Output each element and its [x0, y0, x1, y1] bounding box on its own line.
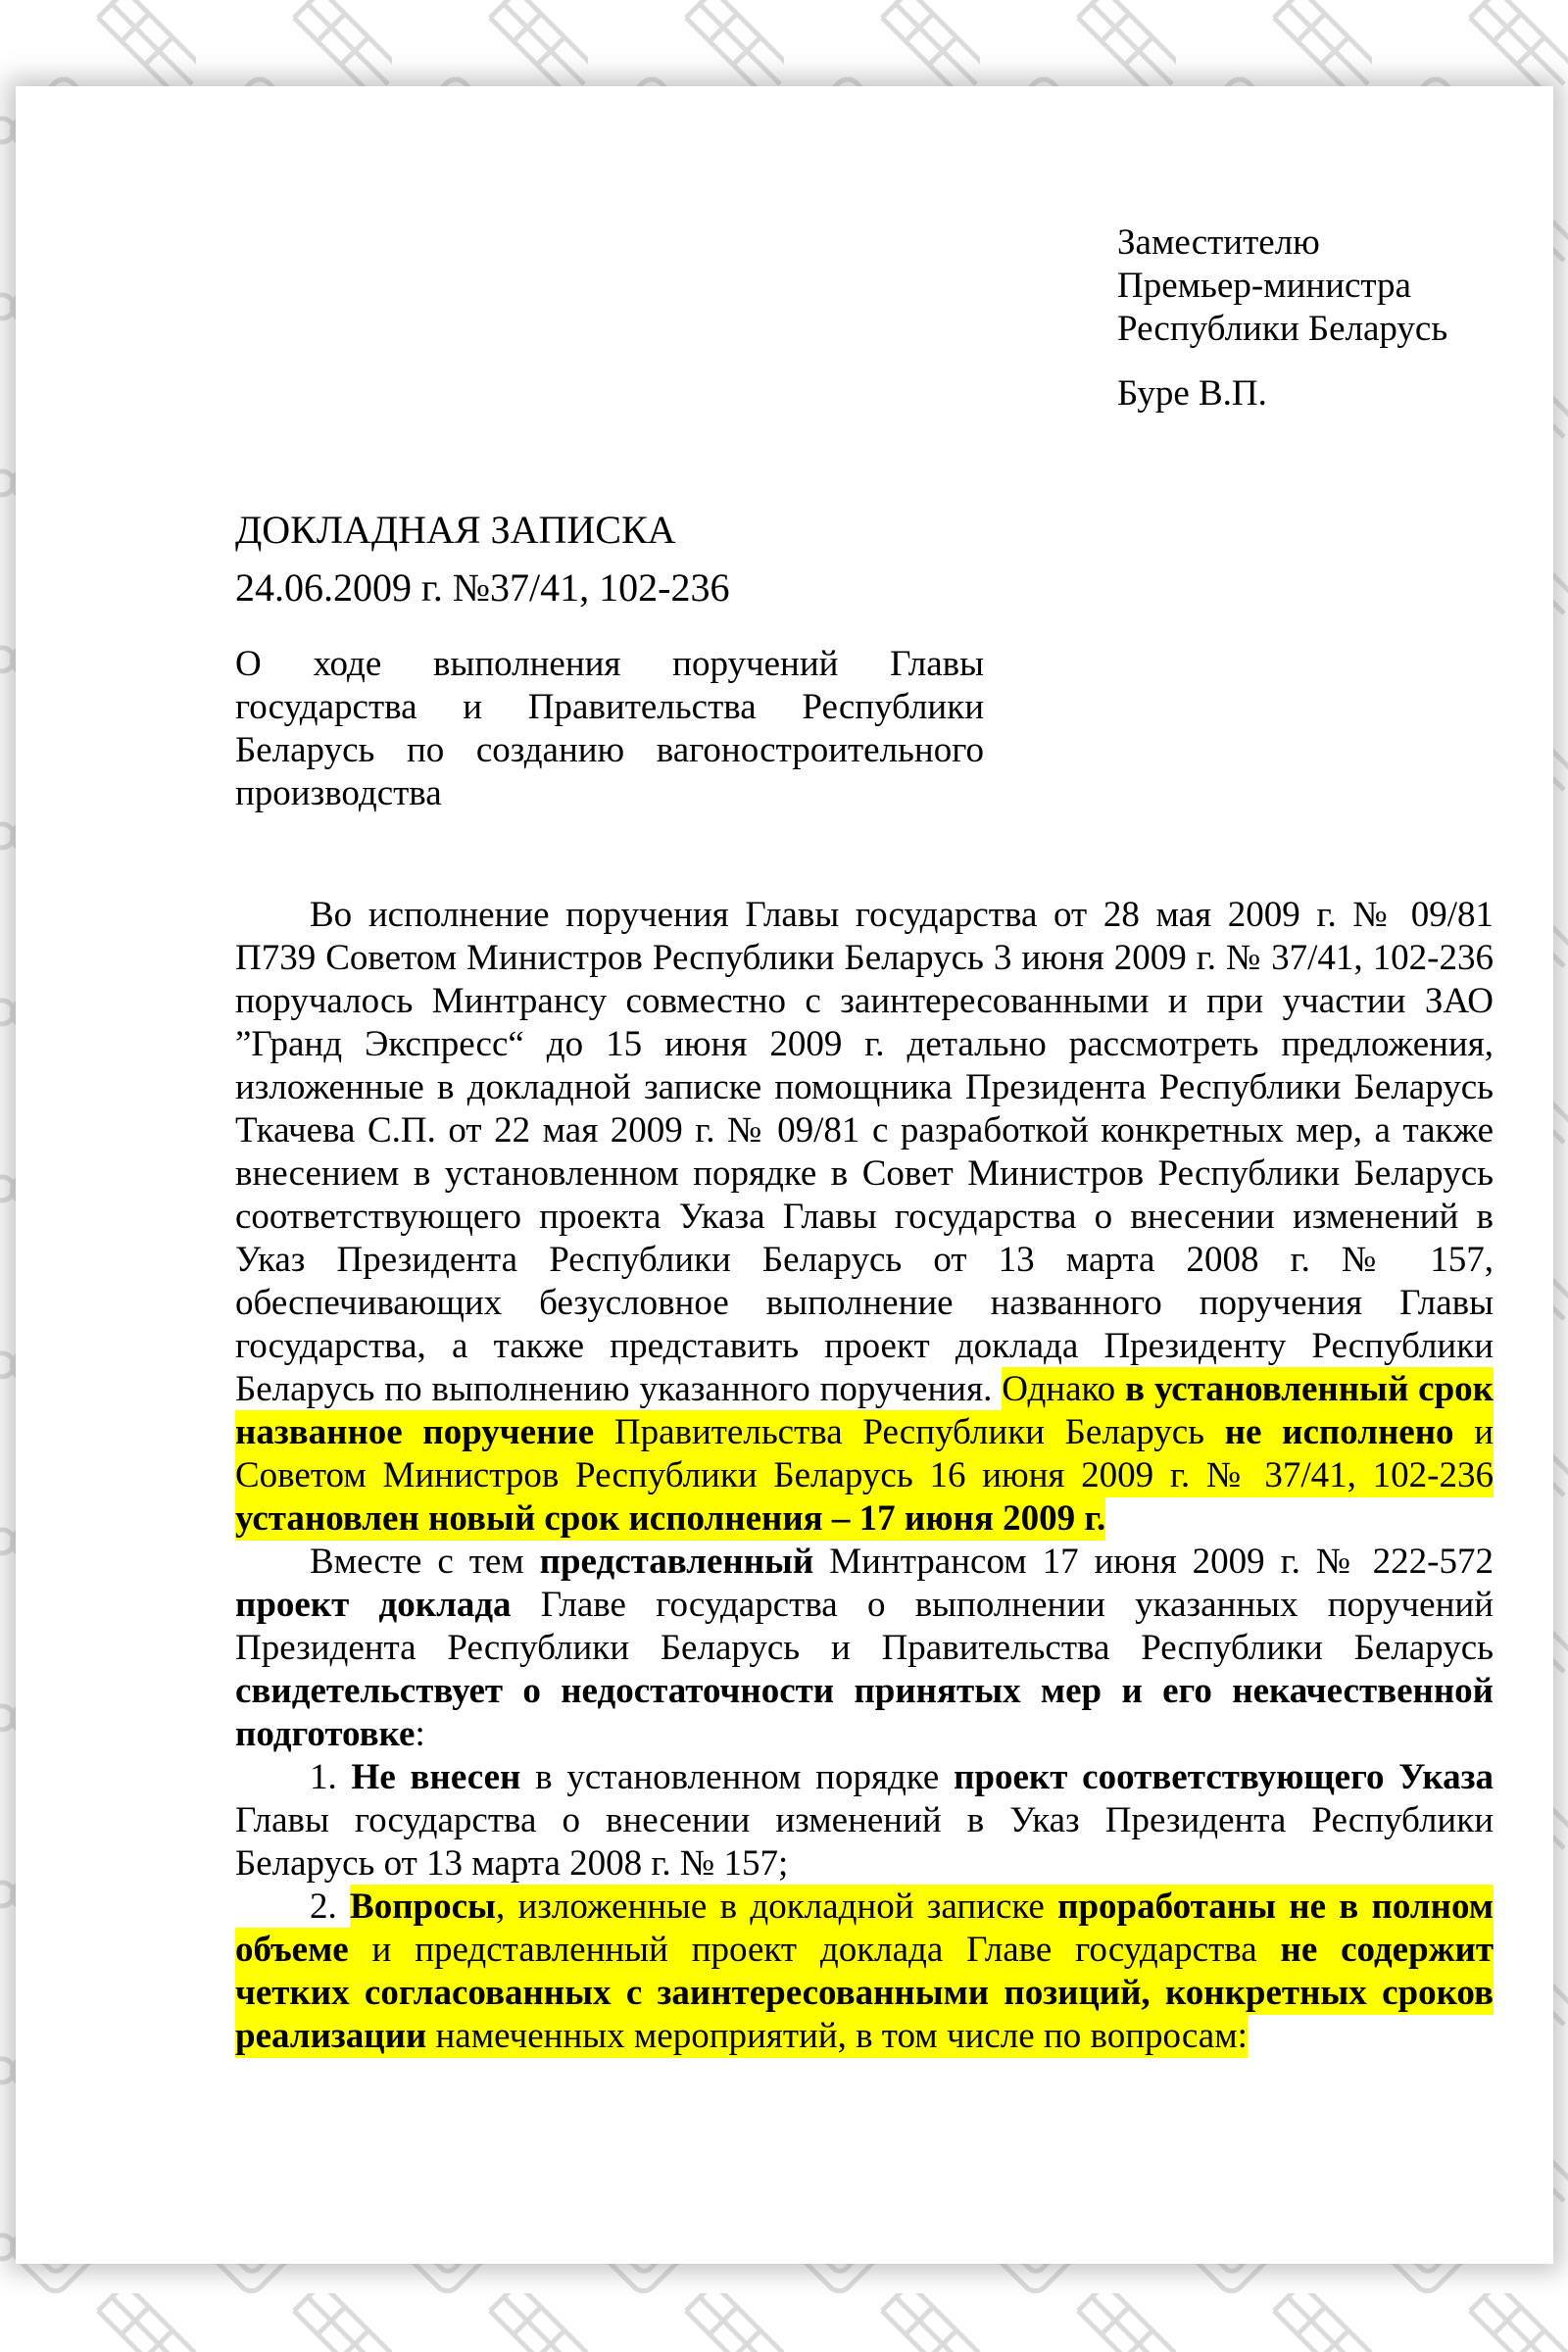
- highlighted-text-run: и представленный проект доклада Главе государства: [371, 1930, 1281, 1970]
- document-body: [235, 894, 1494, 2058]
- text-run: представленный: [539, 1542, 830, 1582]
- paragraph-intro: [235, 894, 1494, 1541]
- document-subject: О ходе выполнения поручений Главы государства и Правительства Республики Беларусь по созданию вагоностроительного производства: [235, 644, 984, 813]
- highlighted-text-run: Однако: [1002, 1369, 1126, 1409]
- highlighted-text-run: Правительства Республики Беларусь: [613, 1412, 1225, 1452]
- highlighted-text-run: и Советом Министров Республики Беларусь 16 июня 2009 г. № 37/41, 102-236: [235, 1412, 1494, 1495]
- list-item-1: [235, 1756, 1494, 1886]
- text-run: свидетельствует о недостаточности принятых мер и его некачественной подготовке: [235, 1671, 1494, 1754]
- highlighted-text-run: намеченных мероприятий, в том числе по вопросам:: [435, 2016, 1248, 2056]
- highlighted-text-run: не исполнено: [1224, 1412, 1475, 1452]
- document-page: [16, 86, 1553, 2264]
- paragraph-assessment: [235, 1541, 1494, 1756]
- text-run: Главе государства о выполнении указанных поручений Президента Республики Беларусь и Правительства Республики Беларусь: [235, 1585, 1494, 1668]
- highlighted-text-run: проработаны не в полном объеме: [235, 1886, 1494, 1970]
- document-title: ДОКЛАДНАЯ ЗАПИСКА: [235, 508, 676, 552]
- text-run: Вместе с тем: [310, 1542, 540, 1582]
- highlighted-text-run: не содержит четких согласованных с заинтересованными позиций, конкретных сроков реализации: [235, 1930, 1494, 2056]
- text-run: Минтрансом 17 июня 2009 г. № 222-572: [829, 1542, 1494, 1582]
- addressee-line: Республики Беларусь: [1117, 309, 1448, 349]
- highlighted-text-run: установлен новый срок исполнения – 17 июня 2009 г.: [235, 1498, 1106, 1539]
- list-item-2: [235, 1886, 1494, 2058]
- text-run: 2.: [310, 1886, 351, 1927]
- text-run: :: [415, 1714, 425, 1754]
- addressee-block: [1117, 221, 1539, 416]
- highlighted-text-run: , изложенные в докладной записке: [495, 1886, 1058, 1927]
- addressee-line: Премьер-министра: [1117, 266, 1411, 306]
- text-run: проект доклада: [235, 1585, 541, 1625]
- highlighted-text-run: Вопросы: [350, 1886, 496, 1927]
- highlighted-text-run: в установленный срок названное поручение: [235, 1369, 1494, 1452]
- addressee-name: Буре В.П.: [1117, 373, 1267, 414]
- text-run: Во исполнение поручения Главы государства от 28 мая 2009 г. № 09/81 П739 Советом Министров Республики Беларусь 3 июня 2009 г. № 37/41, 102-236 поручалось Минтрансу совместно с заинтересованными и при участии ЗАО ”Гранд Экспресс“ до 15 июня 2009 г. детально рассмотреть предложения, изложенные в докладной записке помощника Президента Республики Беларусь Ткачева С.П. от 22 мая 2009 г. № 09/81 с разработкой конкретных мер, а также внесением в установленном порядке в Совет Министров Республики Беларусь соответствующего проекта Указа Главы государства о внесении изменений в Указ Президента Республики Беларусь от 13 марта 2008 г. № 157, обеспечивающих безусловное выполнение названного поручения Главы государства, а также представить проект доклада Президенту Республики Беларусь по выполнению указанного поручения.: [235, 895, 1494, 1409]
- addressee-line: Заместителю: [1117, 222, 1320, 263]
- text-run: 1.: [310, 1757, 352, 1797]
- text-run: проект соответствующего Указа: [954, 1757, 1494, 1797]
- text-run: Главы государства о внесении изменений в Указ Президента Республики Беларусь от 13 марта 2008 г. № 157;: [235, 1800, 1494, 1884]
- document-date-number: 24.06.2009 г. №37/41, 102-236: [235, 565, 730, 610]
- text-run: Не внесен: [351, 1757, 536, 1797]
- addressee-lines: [1117, 221, 1539, 351]
- text-run: в установленном порядке: [535, 1757, 955, 1797]
